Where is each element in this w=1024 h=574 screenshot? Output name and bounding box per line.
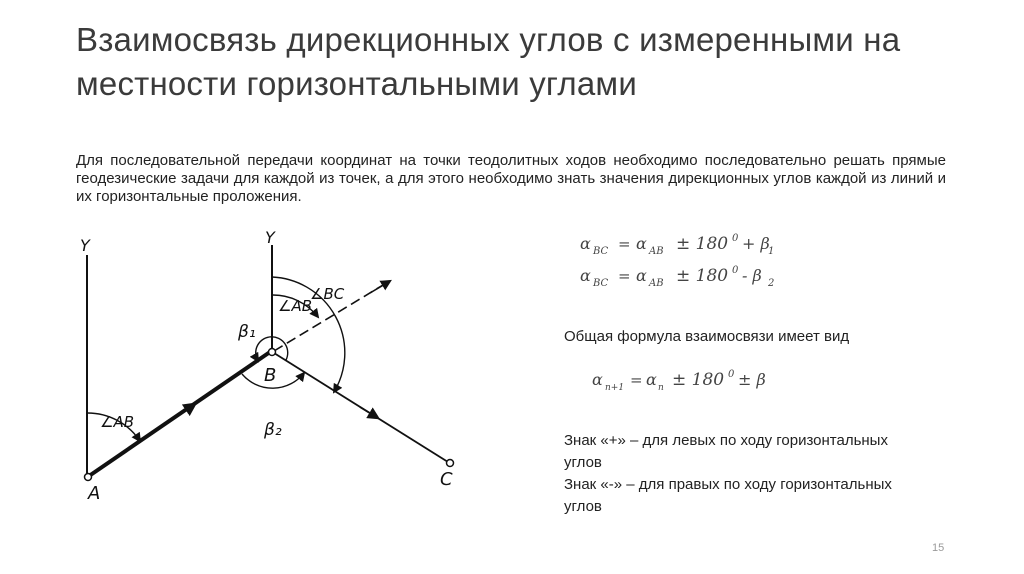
f1-op: ± 180 <box>676 234 729 254</box>
point-a-marker <box>85 474 92 481</box>
point-c-marker <box>447 460 454 467</box>
formula-2 <box>580 265 774 289</box>
plus-sign-note <box>564 430 964 474</box>
f1-deg: 0 <box>732 233 739 244</box>
general-formula-label: Общая формула взаимосвязи имеет вид <box>564 328 850 345</box>
left-axis-label: Y <box>80 236 90 255</box>
gen-lhs: α <box>592 370 603 389</box>
f1-lhs-sub: BC <box>593 246 609 257</box>
f2-lhs: α <box>580 266 591 285</box>
traverse-diagram <box>60 225 480 525</box>
line-ab-arrow <box>170 404 195 421</box>
minus-sign-note <box>564 474 964 518</box>
beta-2-label: β₂ <box>264 420 282 440</box>
f2-a-sub: AB <box>649 278 664 289</box>
minus-sign-line-1: Знак «-» – для правых по ходу горизонтальных <box>564 476 892 493</box>
formula-block <box>578 232 818 296</box>
slide-title: Взаимосвязь дирекционных углов с измеренными на местности горизонтальными углами <box>76 21 901 102</box>
gen-eq: = <box>630 371 643 389</box>
f2-op: ± 180 <box>676 266 729 286</box>
right-axis-label: Y <box>265 228 275 247</box>
minus-sign-line-2: углов <box>564 498 602 515</box>
gen-op: ± 180 <box>672 370 725 390</box>
ab-extension-arrow <box>370 281 390 293</box>
f1-eq: = <box>618 235 631 253</box>
f1-b-sub: 1 <box>768 246 775 257</box>
alpha-bc-label: ∠BC <box>310 285 345 303</box>
plus-sign-line-2: углов <box>564 454 602 471</box>
f1-a-sub: AB <box>649 246 664 257</box>
f2-b-sub: 2 <box>768 278 775 289</box>
alpha-ab-left-label: ∠AB <box>100 413 134 431</box>
beta-1-label: β₁ <box>238 322 256 342</box>
gen-a: α <box>646 370 657 389</box>
formula-1 <box>580 233 774 257</box>
f2-op2: - β <box>742 266 762 285</box>
gen-deg: 0 <box>728 369 735 380</box>
plus-sign-line-1: Знак «+» – для левых по ходу горизонтальных <box>564 432 888 449</box>
f2-deg: 0 <box>732 265 739 276</box>
f2-a: α <box>636 266 647 285</box>
point-b-label: B <box>264 365 277 386</box>
point-c-label: C <box>440 469 453 490</box>
f1-op2: + β <box>742 234 770 253</box>
f2-lhs-sub: BC <box>593 278 609 289</box>
f1-a: α <box>636 234 647 253</box>
alpha-ab-right-label: ∠AB <box>278 297 312 315</box>
line-bc-arrow <box>360 407 378 418</box>
point-a-label: A <box>88 483 101 504</box>
gen-lhs-sub: n+1 <box>605 383 625 393</box>
intro-paragraph: Для последовательной передачи координат на точки теодолитных ходов необходимо последовательно решать прямые геодезические задачи для каждой из точек, а для этого необходимо знать значения дирекционных углов каждой из линий и их горизонтальные проложения. <box>76 152 946 205</box>
general-formula <box>590 366 810 396</box>
gen-op2: ± β <box>738 370 766 389</box>
f2-eq: = <box>618 267 631 285</box>
point-b-marker <box>269 349 276 356</box>
gen-a-sub: n <box>658 383 664 393</box>
f1-lhs: α <box>580 234 591 253</box>
page-number: 15 <box>932 542 945 554</box>
